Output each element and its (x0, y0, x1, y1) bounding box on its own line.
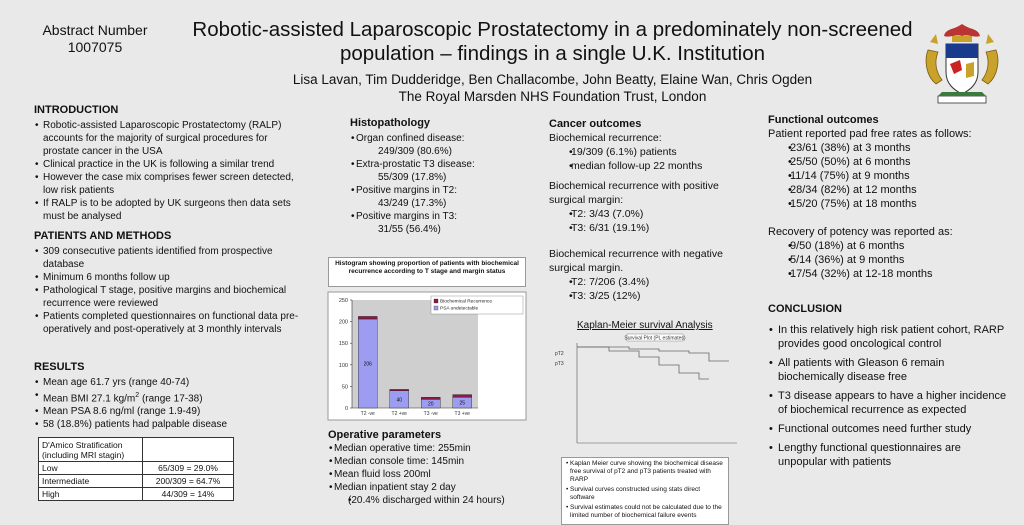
operative-section (328, 429, 528, 507)
histopathology-heading: Histopathology (350, 117, 431, 129)
bmi-superscript: 2 (135, 392, 140, 399)
conclusion-heading: CONCLUSION (768, 303, 842, 315)
km-series-label: pT3 (555, 361, 564, 367)
histogram-chart (328, 292, 526, 420)
results-section (34, 361, 304, 431)
legend-swatch (434, 299, 438, 303)
km-title: Kaplan-Meier survival Analysis (577, 320, 713, 331)
table-cell: 200/309 = 64.7% (143, 475, 234, 488)
list-item: • All patients with Gleason 6 remain biochemically disease free (768, 356, 1008, 384)
table-cell: 44/309 = 14% (143, 488, 234, 501)
histo-label: Positive margins in T2: (356, 185, 457, 196)
y-tick-label: 50 (341, 384, 348, 391)
histogram-caption: Histogram showing proportion of patients with biochemical recurrence according to T stage and margin status (328, 257, 526, 287)
methods-section (34, 230, 304, 336)
table-cell (143, 438, 234, 462)
list-item: • Clinical practice in the UK is following a similar trend (34, 158, 304, 171)
conclusion-section (768, 302, 1008, 469)
list-item: • 309 consecutive patients identified from prospective database (34, 245, 304, 271)
list-item: • 11/14 (75%) at 9 months (768, 169, 1008, 183)
bar-value-label: 40 (396, 397, 403, 404)
list-item: • 25/50 (50%) at 6 months (768, 155, 1008, 169)
list-item: • Robotic-assisted Laparoscopic Prostatectomy (RALP) accounts for the majority of surgical procedures for prostate cancer in the USA (34, 119, 304, 158)
kaplan-meier-chart (549, 333, 741, 455)
list-item (350, 184, 530, 210)
list-item: • 28/34 (82%) at 12 months (768, 183, 1008, 197)
list-item: • 19/309 (6.1%) patients (549, 145, 749, 159)
bmi-text: Mean BMI 27.1 kg/m (43, 393, 136, 405)
km-background (549, 333, 741, 455)
list-item: • 5/14 (36%) at 9 months (768, 253, 1008, 267)
list-item: • Pathological T stage, positive margins and biochemical recurrence were reviewed (34, 284, 304, 310)
methods-heading: PATIENTS AND METHODS (34, 230, 172, 242)
bar-segment (390, 389, 409, 390)
bar-segment (421, 397, 440, 399)
list-item: • median follow-up 22 months (549, 159, 749, 173)
y-tick-label: 250 (338, 298, 348, 304)
km-notes (561, 457, 729, 525)
y-tick-label: 100 (338, 362, 348, 369)
bar-value-label: 20 (427, 401, 434, 408)
table-row (39, 462, 234, 475)
list-item: • Median inpatient stay 2 day (328, 481, 528, 494)
abstract-value: 1007075 (67, 39, 123, 55)
table-cell: 65/309 = 29.0% (143, 462, 234, 475)
list-item: • Patients completed questionnaires on functional data pre-operatively and post-operatively at 3 monthly intervals (34, 310, 304, 336)
km-plot-label: Survival Plot (PL estimates) (624, 335, 686, 342)
list-item: • Median console time: 145min (328, 455, 528, 468)
y-tick-label: 0 (344, 406, 348, 412)
list-item: • Minimum 6 months follow up (34, 271, 304, 284)
x-tick-label: T3 +ve (454, 411, 470, 417)
cancer-subheading: Biochemical recurrence with negative surgical margin. (549, 248, 723, 274)
list-item: • If RALP is to be adopted by UK surgeons then data sets must be analysed (34, 197, 304, 223)
abstract-label: Abstract Number (42, 22, 148, 38)
list-item: • Lengthy functional questionnaires are unpopular with patients (768, 441, 1008, 469)
list-item: • However the case mix comprises fewer screen detected, low risk patients (34, 171, 304, 197)
table-cell: Low (39, 462, 143, 475)
list-item: • Mean fluid loss 200ml (328, 468, 528, 481)
legend-label: PSA undetectable (440, 306, 479, 312)
list-item (350, 210, 530, 236)
cancer-heading: Cancer outcomes (549, 118, 642, 130)
histopathology-section (350, 117, 530, 236)
histo-label: Positive margins in T3: (356, 211, 457, 222)
functional-subheading: Patient reported pad free rates as follows: (768, 128, 972, 140)
list-item: • 17/54 (32%) at 12-18 months (768, 267, 1008, 281)
list-item: • T2: 3/43 (7.0%) (549, 207, 749, 221)
list-item: • Kaplan Meier curve showing the biochemical disease free survival of pT2 and pT3 patients treated with RARP (565, 460, 725, 484)
histo-value: 43/249 (17.3%) (378, 198, 447, 209)
list-item: • In this relatively high risk patient cohort, RARP provides good oncological control (768, 323, 1008, 351)
damico-table (38, 437, 234, 501)
operative-heading: Operative parameters (328, 429, 442, 441)
x-tick-label: T2 +ve (391, 411, 407, 417)
list-item (350, 158, 530, 184)
cancer-outcomes-section (549, 117, 749, 303)
list-item: • Survival curves constructed using stats direct software (565, 486, 725, 502)
list-item: • (20.4% discharged within 24 hours) (328, 494, 528, 507)
introduction-heading: INTRODUCTION (34, 104, 119, 116)
legend-swatch (434, 306, 438, 310)
introduction-section (34, 104, 304, 223)
list-item: • Survival estimates could not be calculated due to the limited number of biochemical failure events (565, 504, 725, 520)
list-item: • 9/50 (18%) at 6 months (768, 239, 1008, 253)
x-tick-label: T2 -ve (360, 411, 375, 417)
functional-subheading: Recovery of potency was reported as: (768, 226, 953, 238)
table-row (39, 438, 234, 462)
bar-value-label: 25 (459, 400, 466, 407)
institution: The Royal Marsden NHS Foundation Trust, London (398, 89, 707, 104)
list-item: • Mean age 61.7 yrs (range 40-74) (34, 376, 304, 389)
list-item (350, 132, 530, 158)
list-item: • 58 (18.8%) patients had palpable disease (34, 418, 304, 431)
table-cell: Intermediate (39, 475, 143, 488)
cancer-subheading: Biochemical recurrence with positive surgical margin: (549, 180, 719, 206)
results-heading: RESULTS (34, 361, 85, 373)
list-item: • Mean PSA 8.6 ng/ml (range 1.9-49) (34, 405, 304, 418)
list-item: • Functional outcomes need further study (768, 422, 1008, 436)
histo-label: Organ confined disease: (356, 133, 465, 144)
histo-value: 55/309 (17.8%) (378, 172, 447, 183)
list-item: • T3: 3/25 (12%) (549, 289, 749, 303)
list-item: • 15/20 (75%) at 18 months (768, 197, 1008, 211)
table-cell: High (39, 488, 143, 501)
bmi-range: (range 17-38) (139, 393, 203, 405)
abstract-number (20, 22, 170, 56)
list-item: • T2: 7/206 (3.4%) (549, 275, 749, 289)
bar-segment (358, 316, 377, 319)
y-tick-label: 200 (338, 319, 348, 326)
poster-title: Robotic-assisted Laparoscopic Prostatectomy in a predominately non-screened population – findings in a single U.K. Institution (192, 18, 913, 65)
table-header: D'Amico Stratification (including MRI stagin) (39, 438, 143, 462)
functional-heading: Functional outcomes (768, 114, 879, 126)
crest-logo (916, 20, 1008, 112)
x-tick-label: T3 -ve (423, 411, 438, 417)
list-item: • Median operative time: 255min (328, 442, 528, 455)
legend-label: Biochemical Recurrence (440, 299, 492, 305)
list-item: • T3 disease appears to have a higher incidence of biochemical recurrence as expected (768, 389, 1008, 417)
histo-value: 31/55 (56.4%) (378, 224, 441, 235)
authors: Lisa Lavan, Tim Dudderidge, Ben Challacombe, John Beatty, Elaine Wan, Chris Ogden (292, 72, 813, 87)
authors-block (190, 71, 915, 105)
table-row (39, 488, 234, 501)
histo-value: 249/309 (80.6%) (378, 146, 452, 157)
y-tick-label: 150 (338, 341, 348, 348)
histo-label: Extra-prostatic T3 disease: (356, 159, 475, 170)
table-row (39, 475, 234, 488)
bar-value-label: 206 (363, 361, 372, 368)
list-item: • T3: 6/31 (19.1%) (549, 221, 749, 235)
list-item (34, 389, 304, 405)
cancer-subheading: Biochemical recurrence: (549, 132, 662, 144)
km-series-label: pT2 (555, 351, 564, 357)
bar-segment (453, 395, 472, 398)
list-item: • 23/61 (38%) at 3 months (768, 141, 1008, 155)
functional-outcomes-section (768, 113, 1008, 281)
